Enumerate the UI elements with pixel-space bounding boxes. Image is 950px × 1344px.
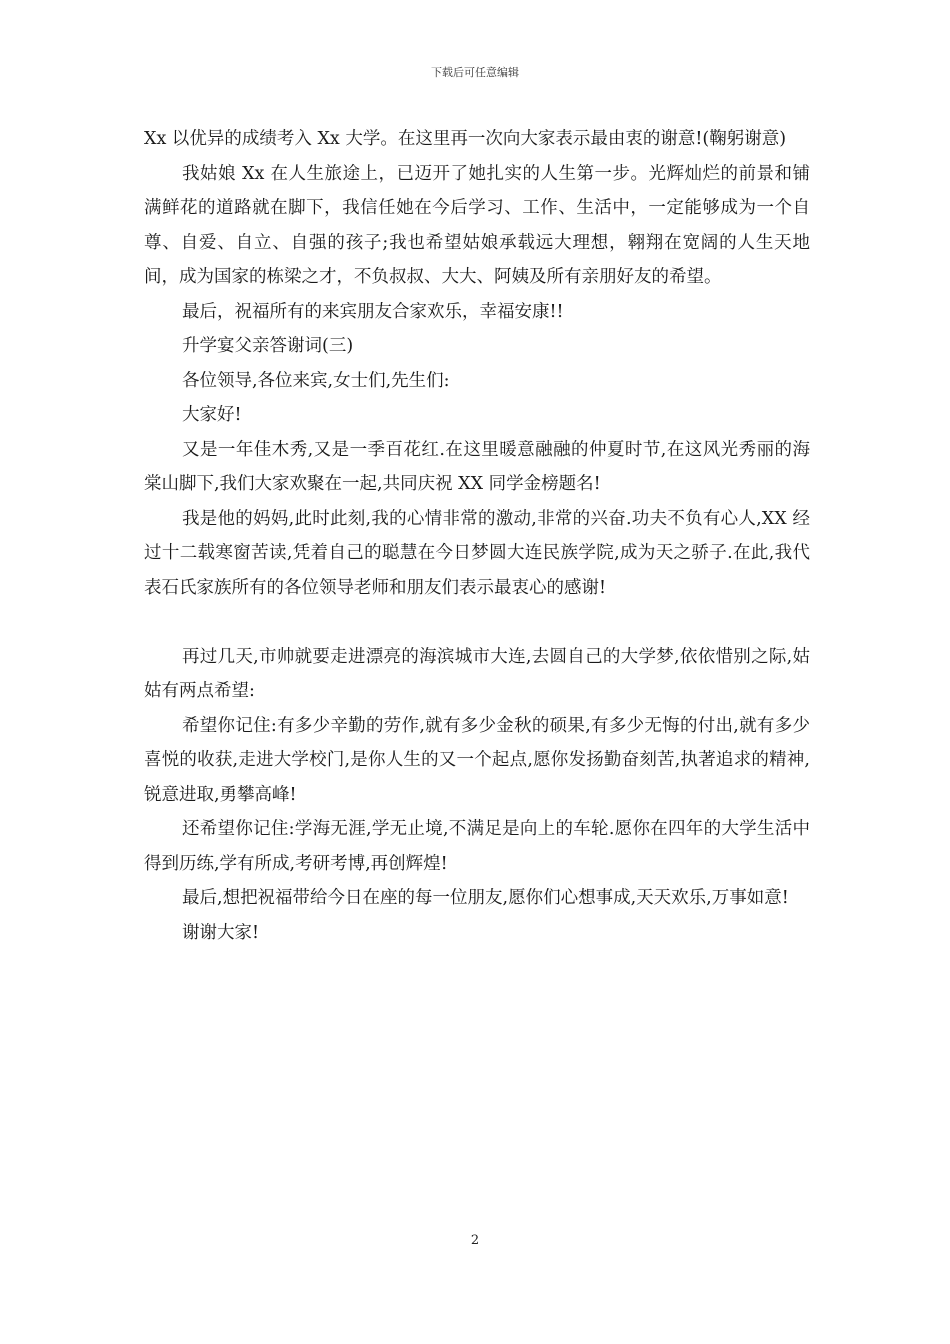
blank-line <box>144 605 810 640</box>
paragraph-season: 又是一年佳木秀,又是一季百花红.在这里暖意融融的仲夏时节,在这风光秀丽的海棠山脚下,我们大家欢聚在一起,共同庆祝 XX 同学金榜题名! <box>144 439 810 494</box>
paragraph-greeting: 大家好! <box>182 405 242 425</box>
page-number: 2 <box>470 1233 480 1248</box>
paragraph-hope-one: 希望你记住:有多少辛勤的劳作,就有多少金秋的硕果,有多少无悔的付出,就有多少喜悦的收获,走进大学校门,是你人生的又一个起点,愿你发扬勤奋刻苦,执著追求的精神,锐意进取,勇攀高峰! <box>144 715 810 805</box>
paragraph-closing-blessing: 最后，祝福所有的来宾朋友合家欢乐，幸福安康!! <box>182 301 564 322</box>
paragraph-salutation: 各位领导,各位来宾,女士们,先生们: <box>182 370 450 391</box>
document-body <box>144 122 810 950</box>
paragraph-mother-thanks: 我是他的妈妈,此时此刻,我的心情非常的激动,非常的兴奋.功夫不负有心人,XX 经过十二载寒窗苦读,凭着自己的聪慧在今日梦圆大连民族学院,成为天之骄子.在此,我代表石氏家族所有的各位领导老师和朋友们表示最衷心的感谢! <box>144 508 810 598</box>
paragraph-hope-two: 还希望你记住:学海无涯,学无止境,不满足是向上的车轮.愿你在四年的大学生活中得到历练,学有所成,考研考博,再创辉煌! <box>144 819 810 874</box>
page-header: 下载后可任意编辑 <box>431 66 519 79</box>
paragraph-continuation: Xx 以优异的成绩考入 Xx 大学。在这里再一次向大家表示最由衷的谢意!(鞠躬谢意) <box>144 129 787 149</box>
paragraph-final-wishes: 最后,想把祝福带给今日在座的每一位朋友,愿你们心想事成,天天欢乐,万事如意! <box>182 888 789 908</box>
paragraph-daughter-future: 我姑娘 Xx 在人生旅途上，已迈开了她扎实的人生第一步。光辉灿烂的前景和铺满鲜花的道路就在脚下，我信任她在今后学习、工作、生活中，一定能够成为一个自尊、自爱、自立、自强的孩子;我也希望姑娘承载远大理想，翱翔在宽阔的人生天地间，成为国家的栋梁之才，不负叔叔、大大、阿姨及所有亲朋好友的希望。 <box>144 163 810 287</box>
paragraph-thanks: 谢谢大家! <box>182 922 260 943</box>
section-heading: 升学宴父亲答谢词(三) <box>182 336 354 356</box>
paragraph-departure: 再过几天,市帅就要走进漂亮的海滨城市大连,去圆自己的大学梦,依依惜别之际,姑姑有两点希望: <box>144 646 810 701</box>
